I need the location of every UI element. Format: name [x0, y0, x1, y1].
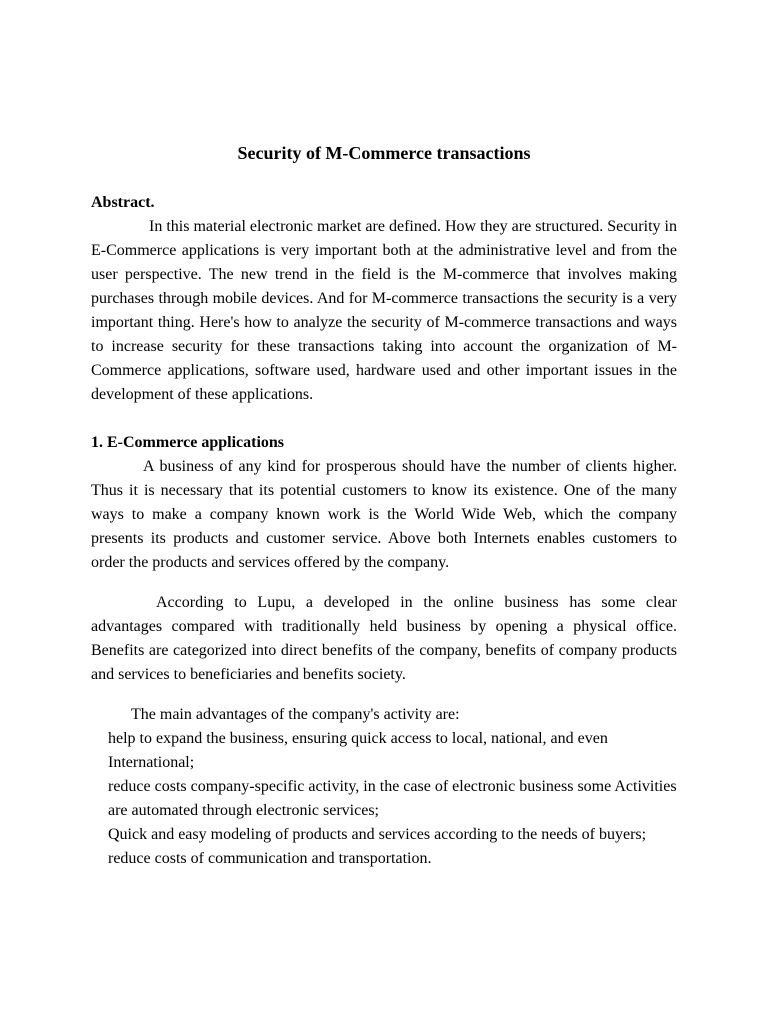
document-title: Security of M-Commerce transactions	[237, 143, 531, 163]
list-item: help to expand the business, ensuring quick access to local, national, and even International;	[108, 730, 608, 771]
abstract-heading: Abstract.	[91, 194, 155, 211]
section-paragraph: According to Lupu, a developed in the online business has some clear advantages compared with traditionally held business by opening a physical office. Benefits are categorized into direct benefits of the company, benefits of company products and services to beneficiaries and benefits society.	[91, 594, 677, 683]
section-heading-ecommerce: 1. E-Commerce applications	[91, 434, 285, 451]
advantages-intro: The main advantages of the company's activity are:	[131, 706, 460, 723]
advantages-list	[91, 727, 677, 871]
section-paragraph: A business of any kind for prosperous should have the number of clients higher. Thus it is necessary that its potential customers to know its existence. One of the many ways to make a company known work is the World Wide Web, which the company presents its products and customer service. Above both Internets enables customers to order the products and services offered by the company.	[91, 458, 677, 571]
list-item: Quick and easy modeling of products and services according to the needs of buyers;	[108, 826, 647, 843]
list-item: reduce costs company-specific activity, in the case of electronic business some Activities are automated through electronic services;	[108, 778, 677, 819]
list-item: reduce costs of communication and transportation.	[108, 850, 432, 867]
abstract-text: In this material electronic market are defined. How they are structured. Security in E-Commerce applications is very important both at the administrative level and from the user perspective. The new trend in the field is the M-commerce that involves making purchases through mobile devices. And for M-commerce transactions the security is a very important thing. Here's how to analyze the security of M-commerce transactions and ways to increase security for these transactions taking into account the organization of M-Commerce applications, software used, hardware used and other important issues in the development of these applications.	[91, 218, 677, 403]
